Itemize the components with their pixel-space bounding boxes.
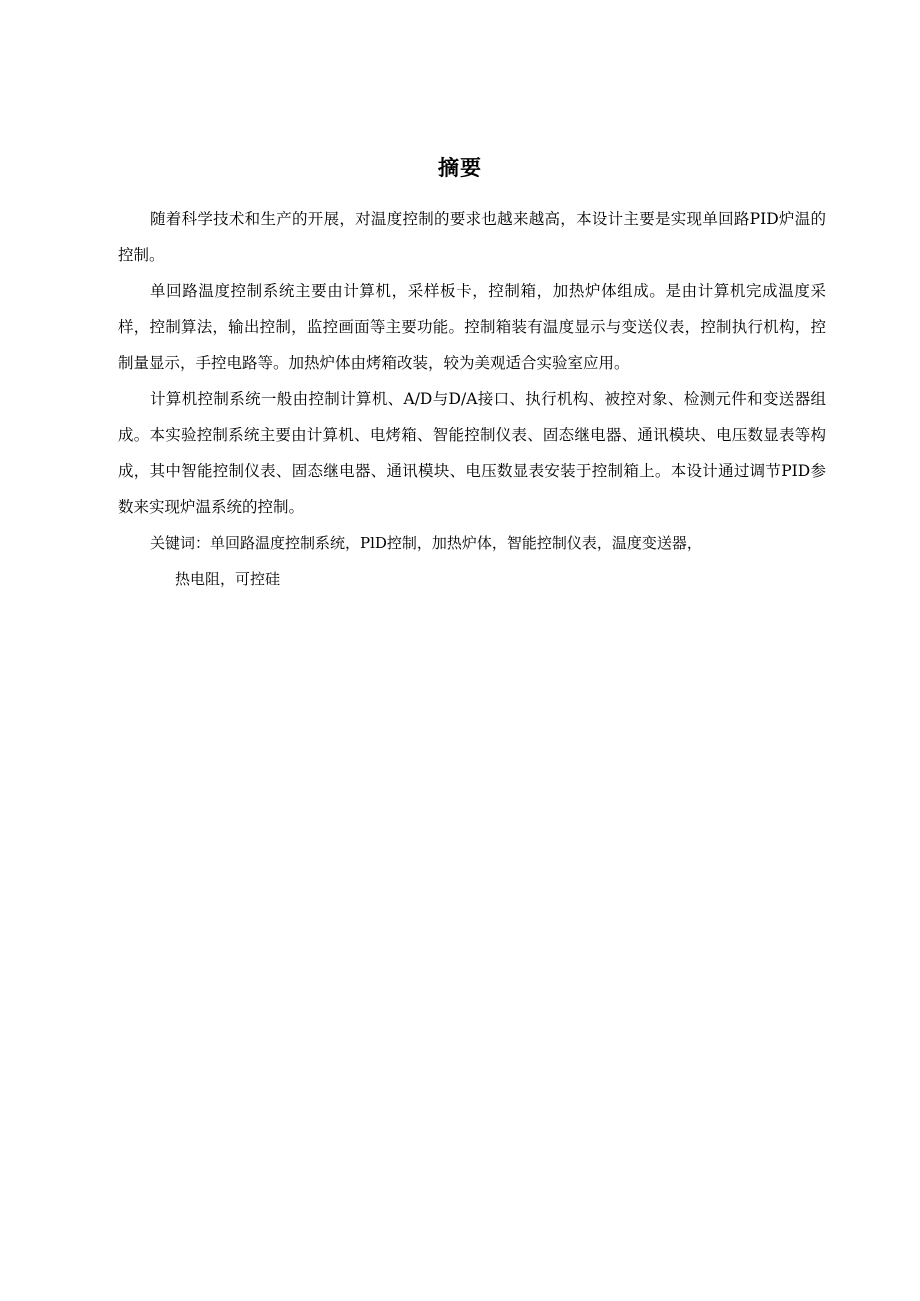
keywords-block — [118, 525, 826, 597]
paragraph-1: 随着科学技术和生产的开展，对温度控制的要求也越来越高，本设计主要是实现单回路PID炉温的控制。 — [118, 210, 826, 264]
keywords-line-2: 热电阻，可控硅 — [175, 570, 281, 588]
paragraph-3: 计算机控制系统一般由控制计算机、A/D与D/A接口、执行机构、被控对象、检测元件和变送器组成。本实验控制系统主要由计算机、电烤箱、智能控制仪表、固态继电器、通讯模块、电压数显表等构成，其中智能控制仪表、固态继电器、通讯模块、电压数显表安装于控制箱上。本设计通过调节PID参数来实现炉温系统的控制。 — [118, 390, 826, 516]
keywords-label: 关键词： — [150, 534, 211, 552]
abstract-body — [118, 201, 826, 597]
paragraph-2: 单回路温度控制系统主要由计算机，采样板卡，控制箱，加热炉体组成。是由计算机完成温度采样，控制算法，输出控制，监控画面等主要功能。控制箱装有温度显示与变送仪表，控制执行机构，控制量显示，手控电路等。加热炉体由烤箱改装，较为美观适合实验室应用。 — [118, 282, 826, 372]
abstract-title: 摘要 — [438, 156, 482, 180]
keywords-line-1: 单回路温度控制系统，PlD控制，加热炉体，智能控制仪表，温度变送器， — [210, 534, 702, 552]
